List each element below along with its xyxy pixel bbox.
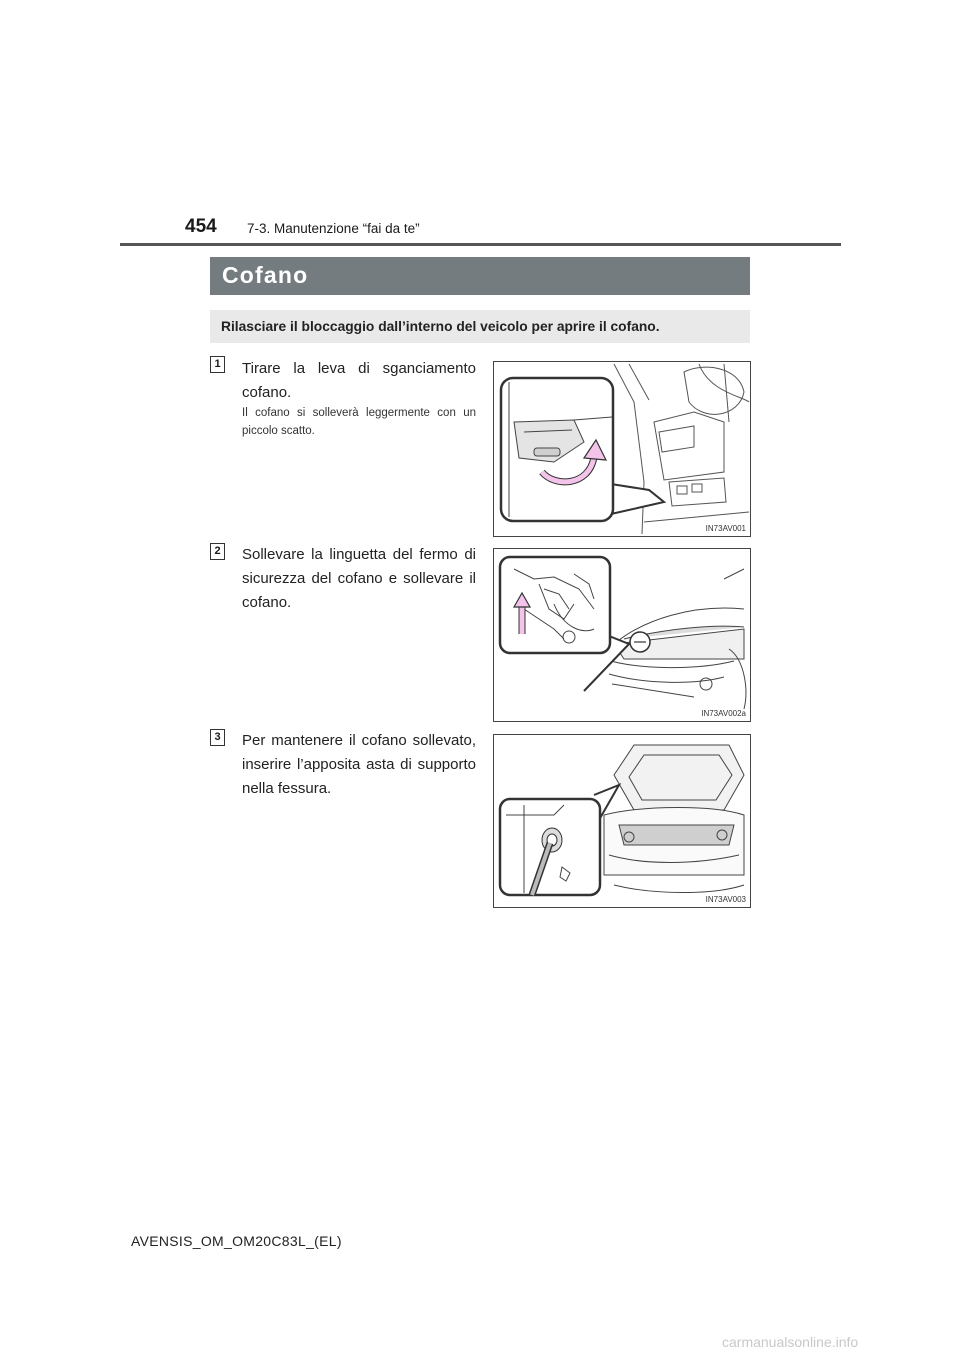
footer-doc-id: AVENSIS_OM_OM20C83L_(EL) xyxy=(131,1233,342,1249)
figure-3-code: IN73AV003 xyxy=(705,895,746,904)
car-open-hood-icon xyxy=(494,735,750,907)
figure-1-code: IN73AV001 xyxy=(705,524,746,533)
step-3-text: Per mantenere il cofano sollevato, inserire l’apposita asta di supporto nella fessura. xyxy=(242,732,476,797)
car-front-icon xyxy=(494,549,750,721)
page-title: Cofano xyxy=(222,262,309,288)
section-title: 7-3. Manutenzione “fai da te” xyxy=(247,221,420,236)
figure-3 xyxy=(493,734,751,908)
figure-2 xyxy=(493,548,751,722)
watermark[interactable]: carmanualsonline.info xyxy=(722,1334,859,1350)
step-badge-2: 2 xyxy=(210,543,225,560)
intro-box xyxy=(210,310,750,343)
step-1-text: Tirare la leva di sganciamento cofano. xyxy=(242,360,476,401)
page-number: 454 xyxy=(185,216,217,237)
figure-1 xyxy=(493,361,751,537)
hood-release-lever-icon xyxy=(494,362,750,536)
header-rule xyxy=(120,243,841,246)
intro-text: Rilasciare il bloccaggio dall’interno del veicolo per aprire il cofano. xyxy=(221,319,660,334)
step-2-text: Sollevare la linguetta del fermo di sicurezza del cofano e sollevare il cofano. xyxy=(242,546,476,611)
step-badge-1: 1 xyxy=(210,356,225,373)
step-1-note: Il cofano si solleverà leggermente con un piccolo scatto. xyxy=(242,407,476,437)
title-bar xyxy=(210,257,750,295)
figure-2-code: IN73AV002a xyxy=(701,709,746,718)
step-badge-3: 3 xyxy=(210,729,225,746)
